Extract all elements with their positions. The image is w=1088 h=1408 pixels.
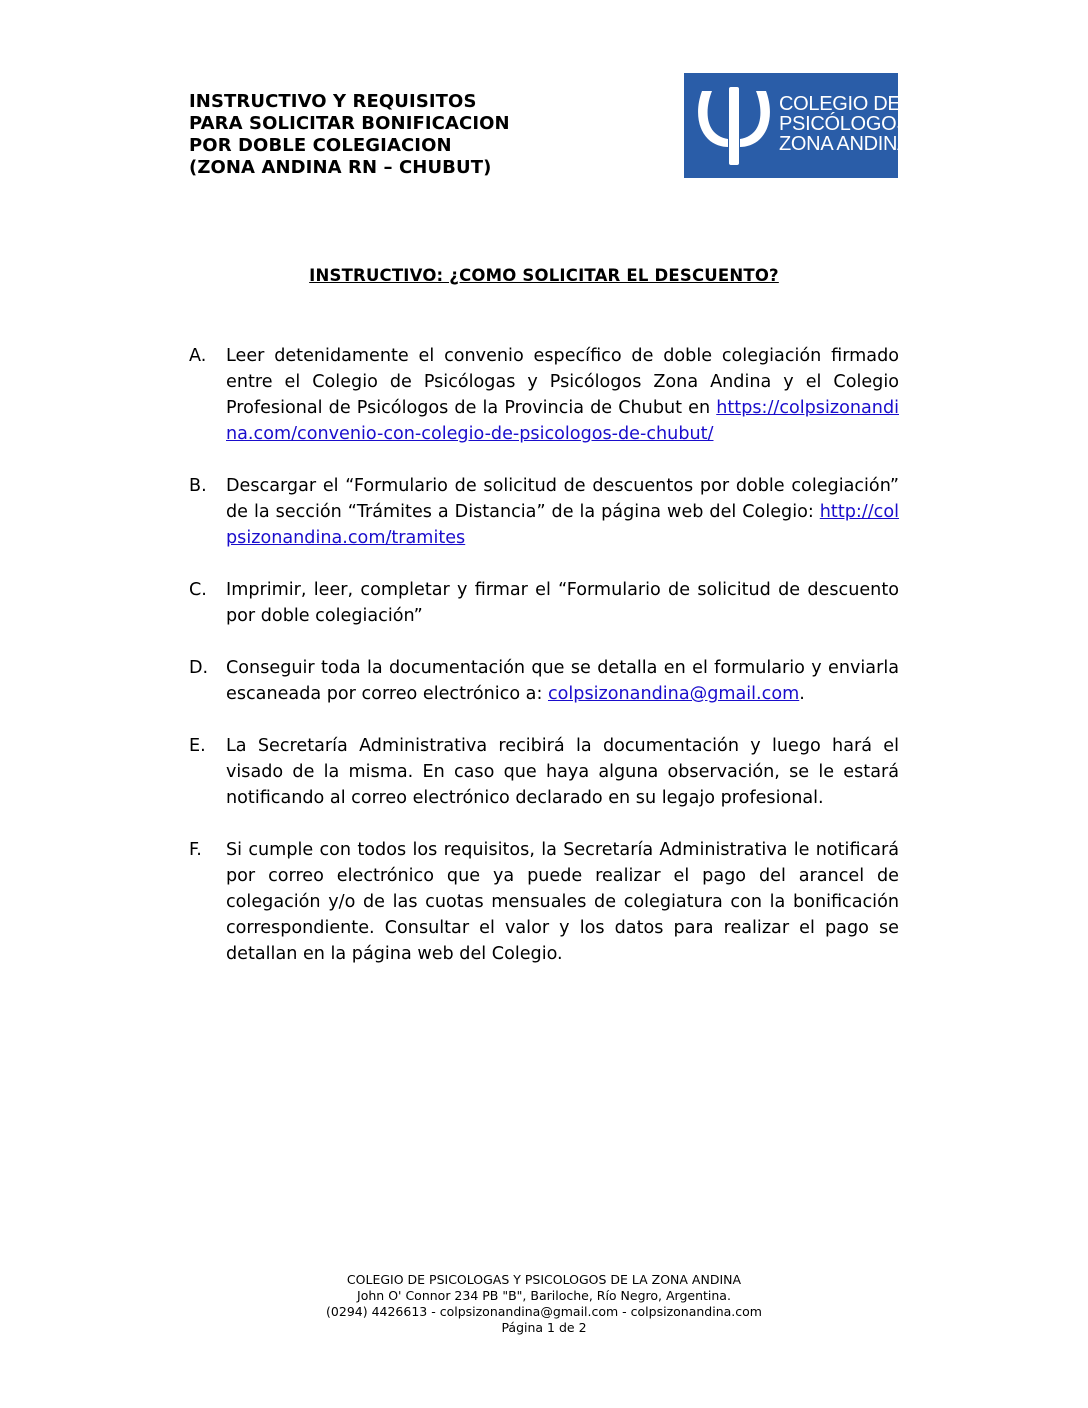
logo-text [779, 94, 910, 154]
step-body-text: Conseguir toda la documentación que se detalla en el formulario y enviarla escaneada por correo electrónico a: [226, 658, 899, 704]
steps-list [189, 343, 899, 993]
title-line: POR DOBLE COLEGIACION [189, 135, 452, 156]
step-after-text: . [799, 684, 805, 704]
step-body-text: La Secretaría Administrativa recibirá la documentación y luego hará el visado de la misma. En caso que haya alguna observación, se le estará notificando al correo electrónico declarado en su legajo profesional. [226, 736, 899, 808]
step-text [226, 343, 899, 447]
page-footer [0, 1272, 1088, 1336]
footer-address: John O' Connor 234 PB "B", Bariloche, Río Negro, Argentina. [357, 1288, 731, 1303]
step-text [226, 473, 899, 551]
step-item [189, 837, 899, 967]
title-line: INSTRUCTIVO Y REQUISITOS [189, 91, 477, 112]
colegio-logo [684, 73, 911, 178]
logo-line: COLEGIO DE [779, 93, 901, 115]
step-item [189, 655, 899, 707]
step-letter: A. [189, 346, 207, 366]
logo-line: PSICÓLOGOS [779, 113, 910, 135]
step-item [189, 577, 899, 629]
step-item [189, 343, 899, 447]
document-title [189, 91, 609, 179]
step-text [226, 655, 899, 707]
step-item [189, 733, 899, 811]
step-body-text: Leer detenidamente el convenio específico de doble colegiación firmado entre el Colegio de Psicólogas y Psicólogos Zona Andina y el Colegio Profesional de Psicólogos de la Provincia de Chubut en [226, 346, 899, 418]
step-letter: E. [189, 736, 206, 756]
title-line: PARA SOLICITAR BONIFICACION [189, 113, 510, 134]
title-line: (ZONA ANDINA RN – CHUBUT) [189, 157, 492, 178]
logo-line: ZONA ANDINA [779, 133, 911, 155]
psi-symbol-icon [694, 87, 774, 165]
step-letter: D. [189, 658, 209, 678]
step-letter: B. [189, 476, 207, 496]
step-letter: F. [189, 840, 202, 860]
section-heading: INSTRUCTIVO: ¿COMO SOLICITAR EL DESCUENTO? [309, 266, 779, 285]
step-body-text: Descargar el “Formulario de solicitud de descuentos por doble colegiación” de la sección “Trámites a Distancia” de la página web del Colegio: [226, 476, 899, 522]
footer-org: COLEGIO DE PSICOLOGAS Y PSICOLOGOS DE LA ZONA ANDINA [346, 1272, 742, 1287]
tramites-link[interactable]: http://colpsizonandina.com/tramites [226, 502, 899, 548]
step-letter: C. [189, 580, 207, 600]
page-number: Página 1 de 2 [501, 1320, 587, 1335]
email-link[interactable]: colpsizonandina@gmail.com [547, 684, 800, 704]
step-body-text: Si cumple con todos los requisitos, la Secretaría Administrativa le notificará por correo electrónico que ya puede realizar el pago del arancel de colegación y/o de las cuotas mensuales de colegiatura con la bonificación correspondiente. Consultar el valor y los datos para realizar el pago se detallan en la página web del Colegio. [226, 840, 899, 964]
convenio-link[interactable]: https://colpsizonandina.com/convenio-con-colegio-de-psicologos-de-chubut/ [226, 398, 899, 444]
step-body-text: Imprimir, leer, completar y firmar el “Formulario de solicitud de descuento por doble colegiación” [226, 580, 899, 626]
footer-contact: (0294) 4426613 - colpsizonandina@gmail.com - colpsizonandina.com [326, 1304, 762, 1319]
step-item [189, 473, 899, 551]
